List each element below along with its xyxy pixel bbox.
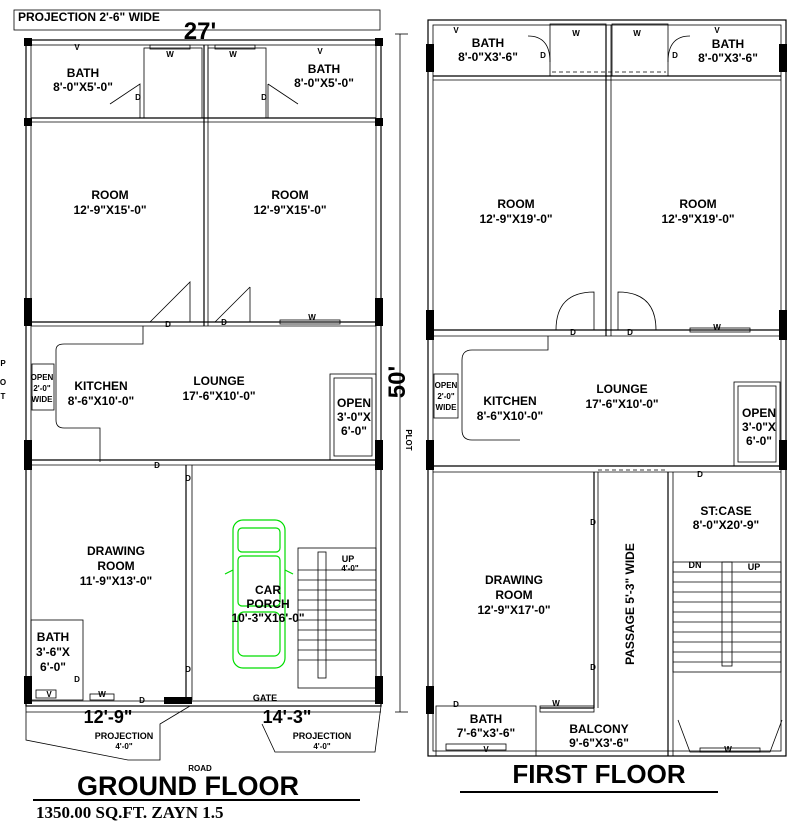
ground-car-l1: CAR xyxy=(255,583,281,597)
door-mark: D xyxy=(165,320,171,329)
first-stair-dn: DN xyxy=(688,560,702,570)
window-mark: W xyxy=(308,313,316,322)
first-lounge-name: LOUNGE xyxy=(596,382,648,396)
area-label: 1350.00 SQ.FT. ZAYN 1.5 xyxy=(36,803,224,822)
ventilator-mark: V xyxy=(714,26,720,35)
first-open-small-l1: OPEN xyxy=(434,381,458,390)
ventilator-mark: V xyxy=(46,690,52,699)
first-open-right-l3: 6'-0" xyxy=(746,434,772,448)
first-passage-label: PASSAGE 5'-3" WIDE xyxy=(623,543,637,665)
door-mark: D xyxy=(74,675,80,684)
first-drawing-size: 12'-9"X17'-0" xyxy=(477,603,551,617)
door-mark: D xyxy=(627,328,633,337)
first-balcony-name: BALCONY xyxy=(569,722,629,736)
ground-kitchen-size: 8'-6"X10'-0" xyxy=(67,394,135,408)
ground-projection-left-l2: 4'-0" xyxy=(115,742,133,751)
window-mark: W xyxy=(713,323,721,332)
ground-room-right-name: ROOM xyxy=(271,188,309,202)
first-staircase-name: ST:CASE xyxy=(700,504,752,518)
first-room-left-size: 12'-9"X19'-0" xyxy=(479,212,553,226)
door-mark: D xyxy=(135,93,141,102)
depth-dimension: 50' xyxy=(384,365,411,399)
door-mark: D xyxy=(672,51,678,60)
ground-bath-small-name: BATH xyxy=(36,630,70,644)
ground-lounge-name: LOUNGE xyxy=(193,374,245,388)
door-mark: D xyxy=(185,665,191,674)
door-mark: D xyxy=(697,470,703,479)
first-stair-up: UP xyxy=(747,562,761,572)
door-mark: D xyxy=(185,474,191,483)
window-mark: W xyxy=(166,50,174,59)
door-mark: D xyxy=(154,461,160,470)
ventilator-mark: V xyxy=(483,745,489,754)
door-mark: D xyxy=(221,318,227,327)
door-mark: D xyxy=(261,93,267,102)
first-open-small-l3: WIDE xyxy=(435,403,457,412)
first-room-right-name: ROOM xyxy=(679,197,717,211)
first-drawing-l1: DRAWING xyxy=(485,573,543,587)
ground-open-right-name: OPEN xyxy=(336,396,372,410)
first-bath-left-size: 8'-0"X3'-6" xyxy=(458,50,518,64)
ground-bath-small-l3: 6'-0" xyxy=(40,660,66,674)
edge-label: O xyxy=(0,378,7,387)
first-bath-right-size: 8'-0"X3'-6" xyxy=(698,51,758,65)
edge-label: P xyxy=(0,359,6,368)
window-mark: W xyxy=(98,690,106,699)
ground-car-l2: PORCH xyxy=(246,597,290,611)
first-open-small-l2: 2'-0" xyxy=(437,392,455,401)
window-mark: W xyxy=(572,29,580,38)
ground-bath-small-l2: 3'-6"X xyxy=(36,645,70,659)
first-kitchen-size: 8'-6"X10'-0" xyxy=(476,409,544,423)
ground-car-size: 10'-3"X16'-0" xyxy=(231,611,305,625)
ground-room-left-name: ROOM xyxy=(91,188,129,202)
door-mark: D xyxy=(540,51,546,60)
window-mark: W xyxy=(633,29,641,38)
first-open-right-name: OPEN xyxy=(741,406,777,420)
first-lounge-size: 17'-6"X10'-0" xyxy=(585,397,659,411)
door-mark: D xyxy=(453,700,459,709)
window-mark: W xyxy=(552,699,560,708)
ground-bath-left-size: 8'-0"X5'-0" xyxy=(53,80,113,94)
projection-top-label: PROJECTION 2'-6" WIDE xyxy=(18,10,160,24)
door-mark: D xyxy=(139,696,145,705)
first-open-right-l2: 3'-0"X xyxy=(742,420,776,434)
first-room-left-name: ROOM xyxy=(497,197,535,211)
ground-drawing-l2: ROOM xyxy=(97,559,135,573)
ground-dim-right: 14'-3" xyxy=(262,707,312,727)
ground-open-small-l1: OPEN xyxy=(30,373,54,382)
ground-lounge-size: 17'-6"X10'-0" xyxy=(182,389,256,403)
first-staircase-size: 8'-0"X20'-9" xyxy=(692,518,760,532)
ground-drawing-l1: DRAWING xyxy=(87,544,145,558)
ground-bath-right-size: 8'-0"X5'-0" xyxy=(294,76,354,90)
ground-bath-left-name: BATH xyxy=(66,66,100,80)
ground-room-right-size: 12'-9"X15'-0" xyxy=(253,203,327,217)
ground-open-right-l3: 6'-0" xyxy=(341,424,367,438)
ventilator-mark: V xyxy=(453,26,459,35)
ground-open-small-l2: 2'-0" xyxy=(33,384,51,393)
first-bath-bottom-size: 7'-6"x3'-6" xyxy=(456,726,516,740)
ground-projection-right-l1: PROJECTION xyxy=(292,731,352,741)
ground-open-small-l3: WIDE xyxy=(31,395,53,404)
width-dimension: 27' xyxy=(183,18,217,45)
first-kitchen-name: KITCHEN xyxy=(483,394,537,408)
door-mark: D xyxy=(590,663,596,672)
ground-projection-right-l2: 4'-0" xyxy=(313,742,331,751)
window-mark: W xyxy=(229,50,237,59)
first-drawing-l2: ROOM xyxy=(495,588,533,602)
ground-kitchen-name: KITCHEN xyxy=(74,379,128,393)
first-balcony-size: 9'-6"X3'-6" xyxy=(569,736,629,750)
ventilator-mark: V xyxy=(317,47,323,56)
ground-open-right-l2: 3'-0"X xyxy=(337,410,371,424)
ground-projection-left-l1: PROJECTION xyxy=(94,731,154,741)
first-bath-right-name: BATH xyxy=(711,37,745,51)
ground-stair-up-size: 4'-0" xyxy=(341,564,359,573)
ground-bath-right-name: BATH xyxy=(307,62,341,76)
first-bath-left-name: BATH xyxy=(471,36,505,50)
ground-stair-up: UP xyxy=(341,554,355,564)
door-mark: D xyxy=(570,328,576,337)
door-mark: D xyxy=(590,518,596,527)
first-room-right-size: 12'-9"X19'-0" xyxy=(661,212,735,226)
ventilator-mark: V xyxy=(74,43,80,52)
ground-floor-title: GROUND FLOOR xyxy=(77,771,299,801)
ground-drawing-size: 11'-9"X13'-0" xyxy=(79,574,153,588)
ground-gate-label: GATE xyxy=(252,693,278,703)
road-label: ROAD xyxy=(188,764,212,773)
edge-label: T xyxy=(0,392,6,401)
first-floor-title: FIRST FLOOR xyxy=(512,759,686,789)
ground-dim-left: 12'-9" xyxy=(83,707,133,727)
window-mark: W xyxy=(724,745,732,754)
first-bath-bottom-name: BATH xyxy=(469,712,503,726)
plot-label: PLOT xyxy=(404,429,413,451)
ground-room-left-size: 12'-9"X15'-0" xyxy=(73,203,147,217)
